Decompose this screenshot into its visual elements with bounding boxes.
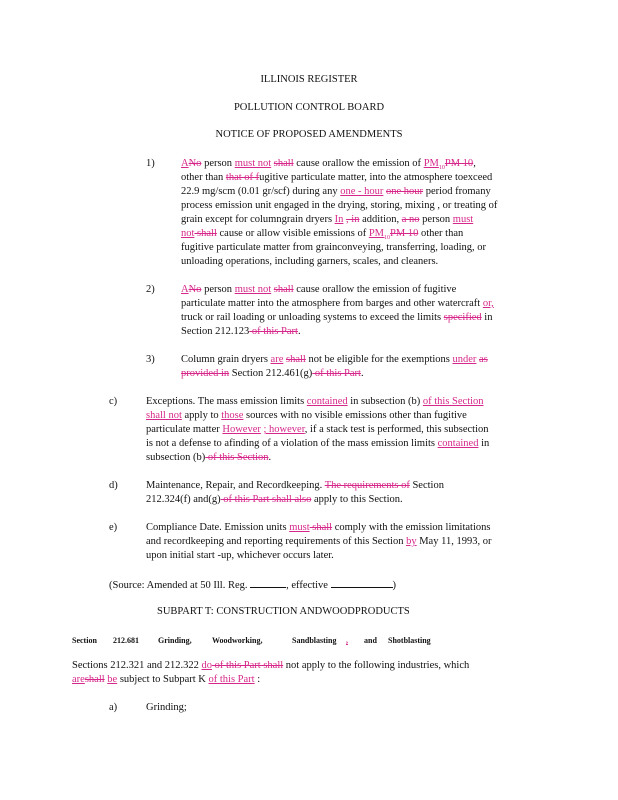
item-e-label: e) [109, 522, 118, 533]
item-d-label: d) [109, 480, 118, 491]
section-word-and: and [364, 636, 377, 645]
item-3-number: 3) [146, 354, 155, 365]
notice-title: NOTICE OF PROPOSED AMENDMENTS [215, 129, 403, 140]
item-d-line-2: 212.324(f) and(g) of this Part shall also apply to this Section. [146, 494, 403, 505]
section-word-shotblasting: Shotblasting [388, 636, 431, 645]
body-line-1: Sections 212.321 and 212.322 do of this Part shall not apply to the following industries, which [72, 660, 470, 671]
body-line-2: areshall be subject to Subpart K of this Part : [72, 674, 261, 685]
item-1-line-8: unloading operations, including garners, scales, and cleaners. [181, 256, 439, 267]
item-e-line-3: upon initial start -up, whichever occurs later. [146, 550, 334, 561]
item-d-line-1: Maintenance, Repair, and Recordkeeping. The requirements of Section [146, 480, 444, 491]
list-a-text: Grinding; [146, 702, 187, 713]
register-title: ILLINOIS REGISTER [260, 74, 358, 85]
item-1-number: 1) [146, 158, 155, 169]
item-1-line-5: grain except for columngrain dryers In , in addition, a no person must [181, 214, 474, 225]
effective-date-blank [331, 577, 393, 588]
subpart-heading: SUBPART T: CONSTRUCTION ANDWOODPRODUCTS [157, 606, 410, 617]
section-word-grinding: Grinding, [158, 636, 192, 645]
item-3-line-2: provided in Section 212.461(g) of this Part. [181, 368, 364, 379]
item-1-line-1: ANo person must not shall cause orallow the emission of $PM_{10}PM$ 10, [181, 158, 476, 172]
item-1-line-4: process emission unit engaged in the drying, storing, mixing , or treating of [181, 200, 498, 211]
item-2-line-4: Section 212.123 of this Part. [181, 326, 301, 337]
section-label: Section [72, 636, 97, 645]
item-e-line-1: Compliance Date. Emission units must shall comply with the emission limitations [146, 522, 491, 533]
item-e-line-2: and recordkeeping and reporting requirements of this Section by May 11, 1993, or [146, 536, 492, 547]
source-note: (Source: Amended at 50 Ill. Reg. , effective ) [109, 577, 396, 592]
section-word-sandblasting: Sandblasting [292, 636, 337, 645]
item-2-line-3: truck or rail loading or unloading systems to exceed the limits specified in [181, 312, 493, 323]
board-title: POLLUTION CONTROL BOARD [233, 102, 385, 113]
item-2-line-2: particulate matter into the atmosphere from barges and other watercraft or, [181, 298, 494, 309]
section-number: 212.681 [113, 636, 139, 645]
item-3-line-1: Column grain dryers are shall not be eligible for the exemptions under as [181, 354, 488, 365]
item-c-line-4: is not a defense to afinding of a violation of the mass emission limits contained in [146, 438, 490, 449]
item-c-label: c) [109, 396, 118, 407]
item-c-line-3: particulate matter However ; however, if a stack test is performed, this subsection [146, 424, 489, 435]
item-1-line-7: fugitive particulate matter from grainconveying, transferring, loading, or [181, 242, 486, 253]
item-1-line-3: 22.9 mg/scm (0.01 gr/scf) during any one - hour one hour period fromany [181, 186, 491, 197]
item-1-line-2: other than that of fugitive particulate matter, into the atmosphere toexceed [181, 172, 493, 183]
item-2-line-1: ANo person must not shall cause orallow the emission of fugitive [181, 284, 457, 295]
item-c-line-5: subsection (b) of this Section. [146, 452, 272, 463]
item-c-line-2: shall not apply to those sources with no visible emissions other than fugitive [146, 410, 467, 421]
item-c-line-1: Exceptions. The mass emission limits contained in subsection (b) of this Section [146, 396, 484, 407]
item-1-line-6: not shall cause or allow visible emissions of $PM_{10}PM$ 10 other than [181, 228, 464, 242]
section-comma: , [346, 636, 348, 645]
item-2-number: 2) [146, 284, 155, 295]
section-word-woodworking: Woodworking, [212, 636, 263, 645]
register-volume-blank [250, 577, 286, 588]
list-a-label: a) [109, 702, 118, 713]
